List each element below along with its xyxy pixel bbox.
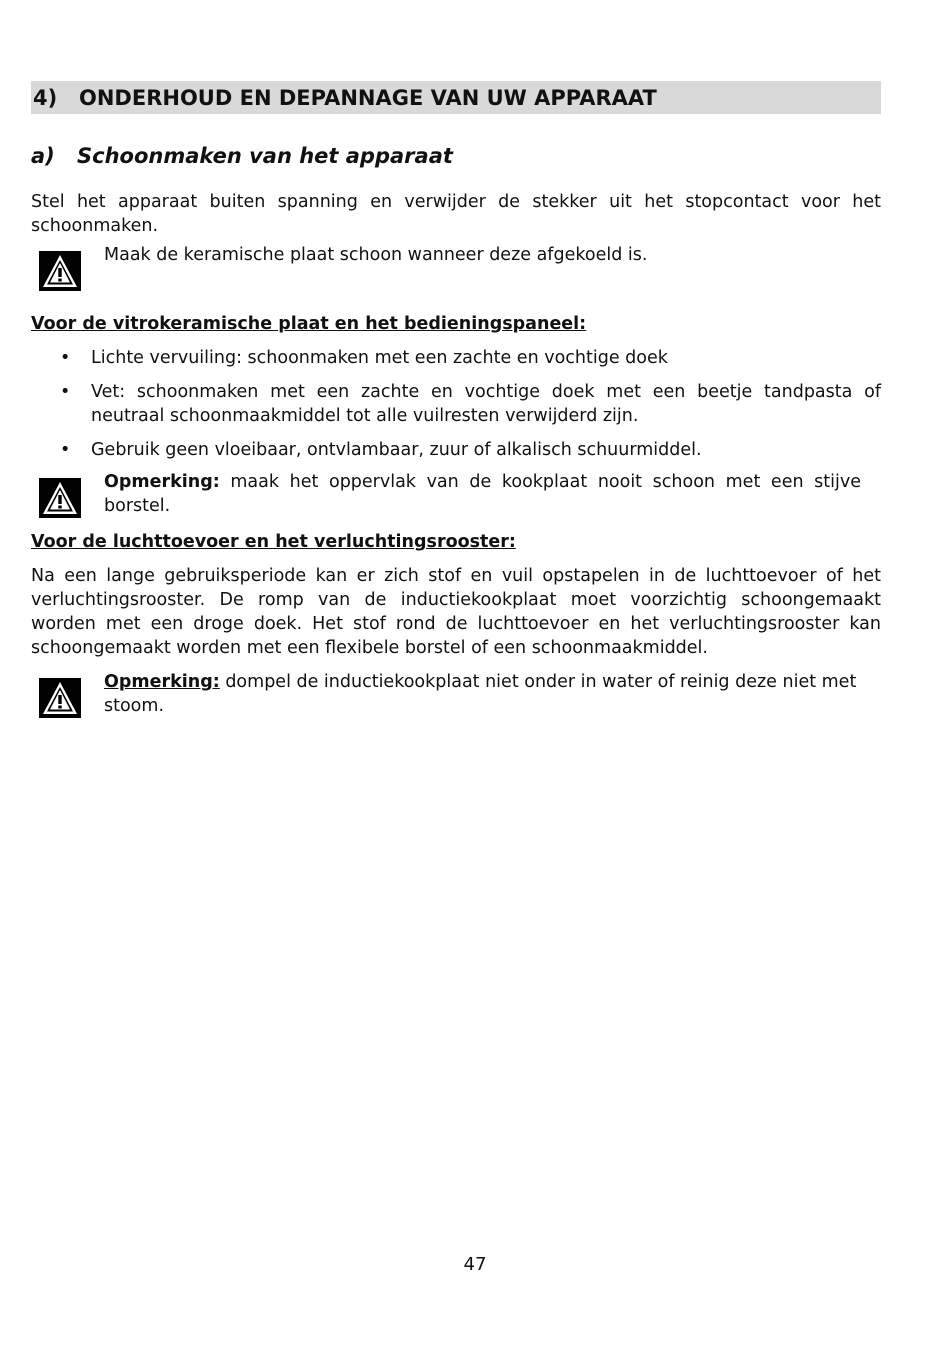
warning-note-3: [31, 670, 881, 722]
subsection-header: [31, 144, 881, 168]
list-item: • Gebruik geen vloeibaar, ontvlambaar, zuur of alkalisch schuurmiddel.: [60, 440, 702, 460]
warning-triangle-icon: [31, 470, 104, 522]
bullet: •: [60, 440, 71, 460]
note-label: Opmerking:: [104, 472, 220, 492]
warning-triangle-icon: [31, 243, 104, 295]
warning-text-2: Opmerking: maak het oppervlak van de kookplaat nooit schoon met een stijve borstel.: [104, 472, 861, 516]
intro-paragraph: Stel het apparaat buiten spanning en verwijder de stekker uit het stopcontact voor het schoonmaken.: [31, 192, 881, 236]
note-label: Opmerking:: [104, 672, 220, 692]
warning-note-1: [31, 243, 881, 295]
subsection-number: a): [31, 144, 55, 168]
warning-text-1: Maak de keramische plaat schoon wanneer deze afgekoeld is.: [104, 245, 648, 265]
block2-title: Voor de luchttoevoer en het verluchtingsrooster:: [31, 532, 516, 552]
list-item: • Vet: schoonmaken met een zachte en vochtige doek met een beetje tandpasta of neutraal schoonmaakmiddel tot alle vuilresten verwijderd zijn.: [60, 382, 881, 426]
bullet: •: [60, 382, 71, 402]
subsection-title: Schoonmaken van het apparaat: [77, 144, 453, 168]
section-header: [31, 81, 881, 114]
bullet: •: [60, 348, 71, 368]
warning-text-3: Opmerking: dompel de inductiekookplaat niet onder in water of reinig deze niet met stoom.: [104, 672, 857, 716]
warning-triangle-icon: [31, 670, 104, 722]
list-item: • Lichte vervuiling: schoonmaken met een zachte en vochtige doek: [60, 348, 668, 368]
page-number: 47: [463, 1254, 487, 1275]
section-number: 4): [33, 86, 58, 110]
warning-note-2: [31, 470, 881, 522]
section-title: ONDERHOUD EN DEPANNAGE VAN UW APPARAAT: [79, 86, 657, 110]
manual-page: [31, 81, 881, 722]
cleaning-list: [31, 346, 881, 462]
block2-paragraph: Na een lange gebruiksperiode kan er zich stof en vuil opstapelen in de luchttoevoer of het verluchtingsrooster. De romp van de inductiekookplaat moet voorzichtig schoongemaakt worden met een droge doek. Het stof rond de luchttoevoer en het verluchtingsrooster kan schoongemaakt worden met een flexibele borstel of een schoonmaakmiddel.: [31, 566, 881, 658]
block1-title: Voor de vitrokeramische plaat en het bedieningspaneel:: [31, 314, 587, 334]
